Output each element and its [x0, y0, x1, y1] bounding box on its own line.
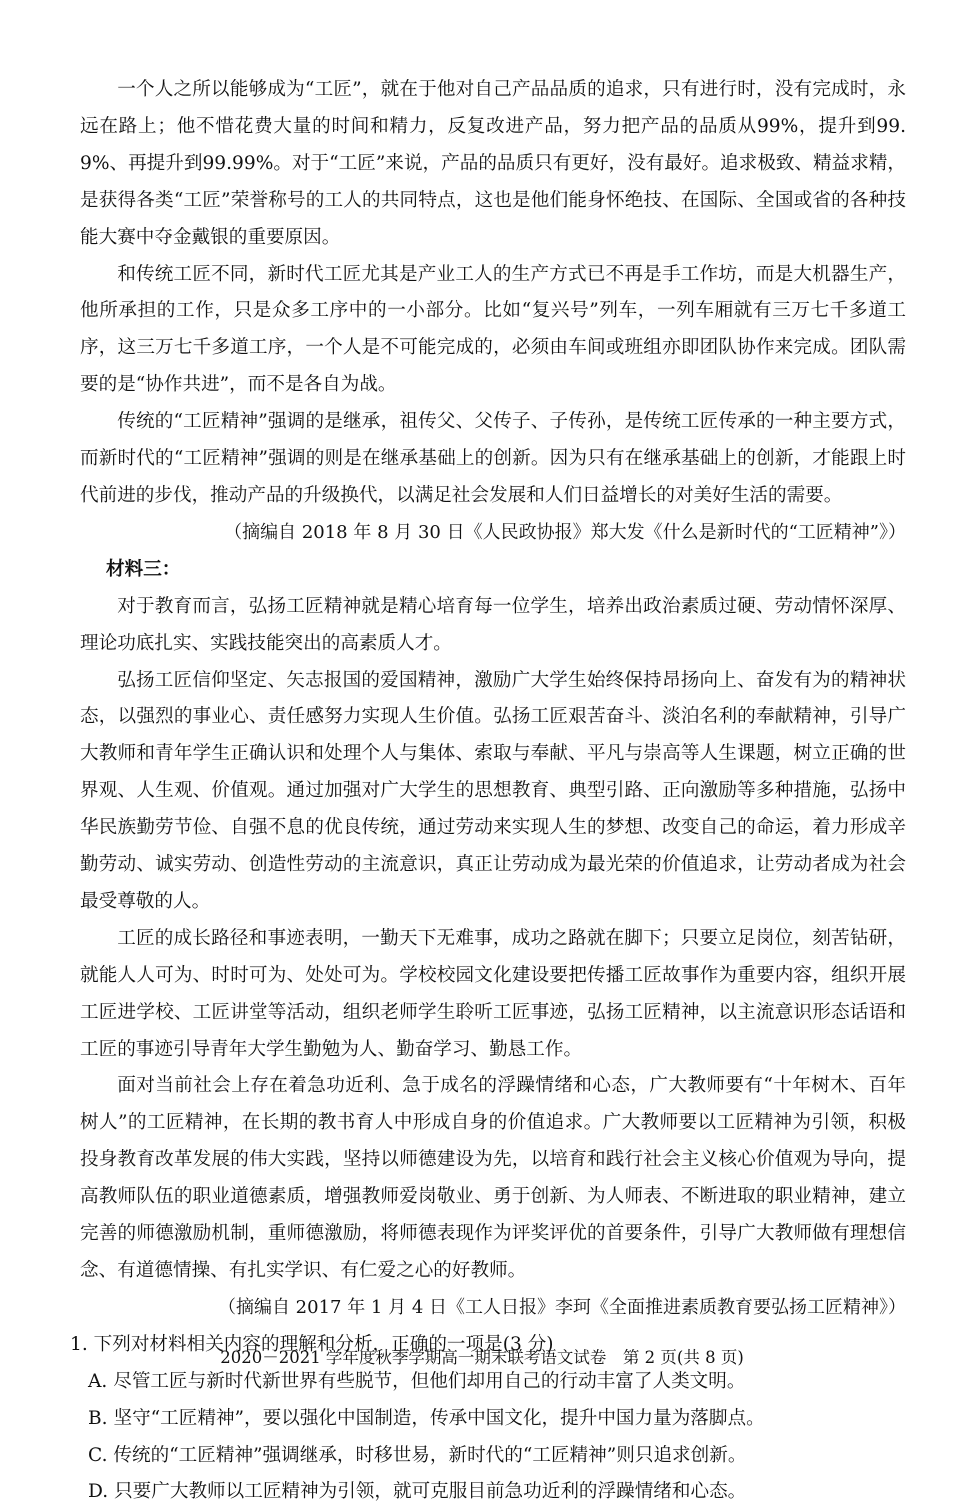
question-1-option-d: D. 只要广大教师以工匠精神为引领，就可克服目前急功近利的浮躁情绪和心态。 [88, 1481, 747, 1503]
material3-source: （摘编自 2017 年 1 月 4 日《工人日报》李珂《全面推进素质教育要弘扬工匠精神》） [217, 1296, 906, 1318]
material2-paragraph-2: 和传统工匠不同，新时代工匠尤其是产业工人的生产方式已不再是手工作坊，而是大机器生产，他所承担的工作，只是众多工序中的一小部分。比如“复兴号”列车，一列车厢就有三万七千多道工序，这三万七千多道工序，一个人是不可能完成的，必须由车间或班组亦即团队协作来完成。团队需要的是“协作共进”，而不是各自为战。 [80, 263, 906, 396]
page-footer: 2020－2021 学年度秋季学期高一期末联考语文试卷 第 2 页(共 8 页) [220, 1348, 744, 1367]
question-1-option-a: A. 尽管工匠与新时代新世界有些脱节，但他们却用自己的行动丰富了人类文明。 [88, 1370, 746, 1392]
question-1-option-c: C. 传统的“工匠精神”强调继承，时移世易，新时代的“工匠精神”则只追求创新。 [88, 1444, 747, 1466]
material3-paragraph-1: 对于教育而言，弘扬工匠精神就是精心培育每一位学生，培养出政治素质过硬、劳动情怀深厚、理论功底扎实、实践技能突出的高素质人才。 [80, 595, 906, 654]
question-1-option-b: B. 坚守“工匠精神”，要以强化中国制造，传承中国文化，提升中国力量为落脚点。 [88, 1407, 765, 1429]
material3-paragraph-3: 工匠的成长路径和事迹表明，一勤天下无难事，成功之路就在脚下；只要立足岗位，刻苦钻研，就能人人可为、时时可为、处处可为。学校校园文化建设要把传播工匠故事作为重要内容，组织开展工匠进学校、工匠讲堂等活动，组织老师学生聆听工匠事迹，弘扬工匠精神，以主流意识形态话语和工匠的事迹引导青年大学生勤勉为人、勤奋学习、勤恳工作。 [80, 927, 906, 1060]
material2-paragraph-1: 一个人之所以能够成为“工匠”，就在于他对自己产品品质的追求，只有进行时，没有完成时，永远在路上；他不惜花费大量的时间和精力，反复改进产品，努力把产品的品质从99%，提升到99.9%、再提升到99.99%。对于“工匠”来说，产品的品质只有更好，没有最好。追求极致、精益求精，是获得各类“工匠”荣誉称号的工人的共同特点，这也是他们能身怀绝技、在国际、全国或省的各种技能大赛中夺金戴银的重要原因。 [80, 79, 906, 248]
material3-heading: 材料三： [106, 558, 181, 580]
question-1-stem: 1. 下列对材料相关内容的理解和分析，正确的一项是(3 分) [70, 1333, 554, 1355]
material2-paragraph-3: 传统的“工匠精神”强调的是继承，祖传父、父传子、子传孙，是传统工匠传承的一种主要方式，而新时代的“工匠精神”强调的则是在继承基础上的创新。因为只有在继承基础上的创新，才能跟上时代前进的步伐，推动产品的升级换代，以满足社会发展和人们日益增长的对美好生活的需要。 [80, 411, 906, 506]
material3-paragraph-4: 面对当前社会上存在着急功近利、急于成名的浮躁情绪和心态，广大教师要有“十年树木、百年树人”的工匠精神，在长期的教书育人中形成自身的价值追求。广大教师要以工匠精神为引领，积极投身教育改革发展的伟大实践，坚持以师德建设为先，以培育和践行社会主义核心价值观为导向，提高教师队伍的职业道德素质，增强教师爱岗敬业、勇于创新、为人师表、不断进取的职业精神，建立完善的师德激励机制，重师德激励，将师德表现作为评奖评优的首要条件，引导广大教师做有理想信念、有道德情操、有扎实学识、有仁爱之心的好教师。 [80, 1075, 906, 1281]
material3-paragraph-2: 弘扬工匠信仰坚定、矢志报国的爱国精神，激励广大学生始终保持昂扬向上、奋发有为的精神状态，以强烈的事业心、责任感努力实现人生价值。弘扬工匠艰苦奋斗、淡泊名利的奉献精神，引导广大教师和青年学生正确认识和处理个人与集体、索取与奉献、平凡与崇高等人生课题，树立正确的世界观、人生观、价值观。通过加强对广大学生的思想教育、典型引路、正向激励等多种措施，弘扬中华民族勤劳节俭、自强不息的优良传统，通过劳动来实现人生的梦想、改变自己的命运，着力形成辛勤劳动、诚实劳动、创造性劳动的主流意识，真正让劳动成为最光荣的价值追求，让劳动者成为社会最受尊敬的人。 [80, 669, 906, 912]
material2-source: （摘编自 2018 年 8 月 30 日《人民政协报》郑大发《什么是新时代的“工匠精神”》） [224, 521, 906, 543]
exam-page-content [70, 72, 906, 1511]
